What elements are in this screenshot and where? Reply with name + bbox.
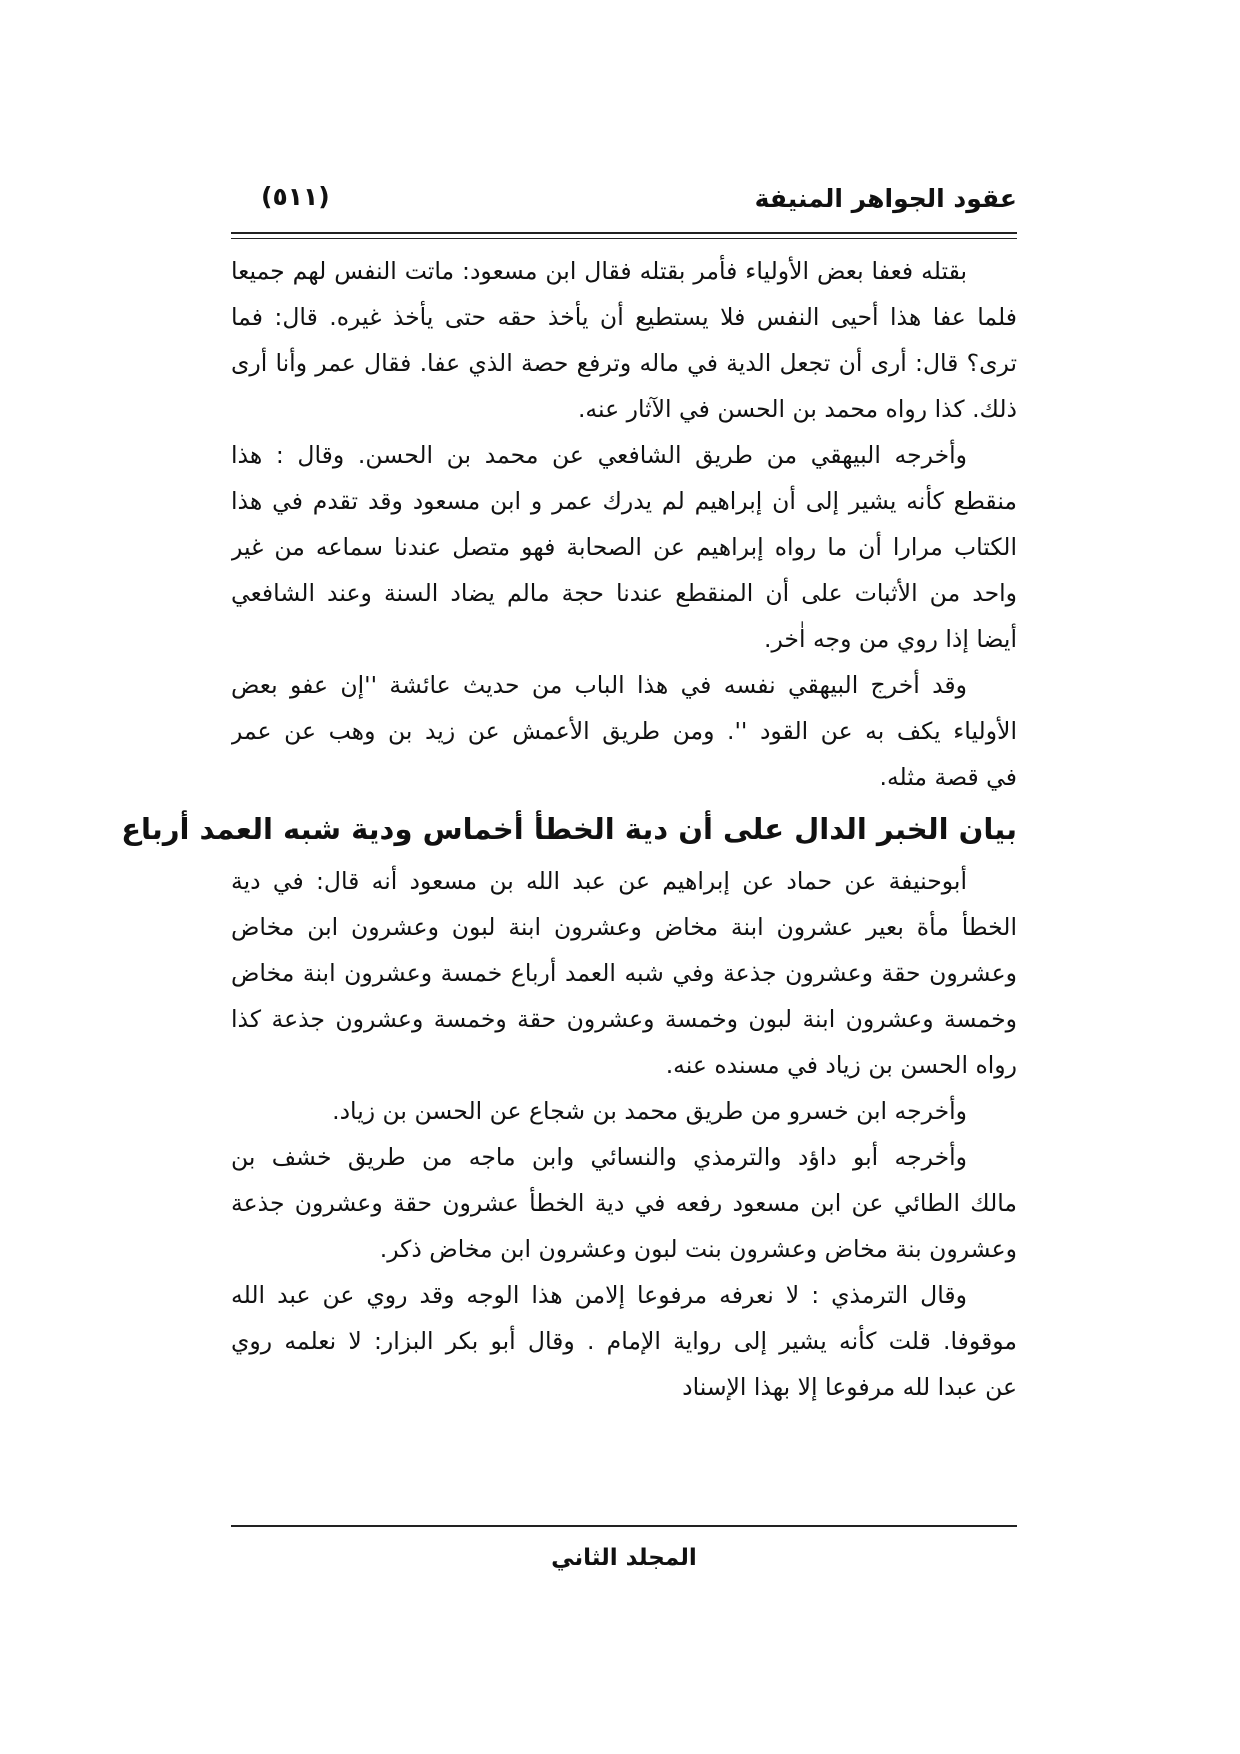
text-line: مالك الطائي عن ابن مسعود رفعه في دية الخطأ عشرون حقة وعشرون جذعة: [231, 1189, 1017, 1217]
text-line: وعشرون حقة وعشرون جذعة وفي شبه العمد أرباع خمسة وعشرون ابنة مخاض: [231, 959, 1017, 987]
text-line: بقتله فعفا بعض الأولياء فأمر بقتله فقال ابن مسعود: ماتت النفس لهم جميعا: [231, 257, 967, 285]
text-line: وأخرجه البيهقي من طريق الشافعي عن محمد بن الحسن. وقال : هذا: [231, 441, 967, 469]
text-line: الخطأ مأة بعير عشرون ابنة مخاض وعشرون ابنة لبون وعشرون ابن مخاض: [231, 913, 1017, 941]
text-line: أبوحنيفة عن حماد عن إبراهيم عن عبد الله بن مسعود أنه قال: في دية: [231, 867, 967, 895]
text-line: واحد من الأثبات على أن المنقطع عندنا حجة مالم يضاد السنة وعند الشافعي: [231, 579, 1017, 607]
text-line: وخمسة وعشرون ابنة لبون وخمسة وعشرون حقة وخمسة وعشرون جذعة كذا: [231, 1005, 1017, 1033]
page-body: [121, 248, 1017, 1410]
text-line: وأخرجه أبو داؤد والترمذي والنسائي وابن ماجه من طريق خشف بن: [231, 1143, 967, 1171]
text-line: رواه الحسن بن زياد في مسنده عنه.: [665, 1051, 1017, 1079]
page-number: (٥١١): [261, 182, 330, 211]
text-line: الأولياء يكف به عن القود ''. ومن طريق الأعمش عن زيد بن وهب عن عمر: [231, 717, 1017, 745]
text-line: وعشرون بنة مخاض وعشرون بنت لبون وعشرون ابن مخاض ذكر.: [379, 1235, 1017, 1263]
text-line: موقوفا. قلت كأنه يشير إلى رواية الإمام . وقال أبو بكر البزار: لا نعلمه روي: [231, 1327, 1017, 1355]
text-line: ترى؟ قال: أرى أن تجعل الدية في ماله وترفع حصة الذي عفا. فقال عمر وأنا أرى: [231, 349, 1017, 377]
section-heading: بيان الخبر الدال على أن دية الخطأ أخماس ودية شبه العمد أرباع: [121, 812, 1017, 846]
text-line: وقال الترمذي : لا نعرفه مرفوعا إلامن هذا الوجه وقد روي عن عبد الله: [231, 1281, 967, 1309]
footer-rule: [231, 1525, 1017, 1527]
text-line: الكتاب مرارا أن ما رواه إبراهيم عن الصحابة فهو متصل عندنا سماعه من غير: [231, 533, 1017, 561]
page-header: [231, 182, 1017, 226]
volume-label: المجلد الثاني: [551, 1545, 697, 1571]
text-line: وأخرجه ابن خسرو من طريق محمد بن شجاع عن الحسن بن زياد.: [332, 1097, 967, 1125]
text-line: ذلك. كذا رواه محمد بن الحسن في الآثار عنه.: [577, 395, 1017, 423]
text-line: أيضا إذا روي من وجه اٰخر.: [763, 625, 1017, 653]
book-title: عقود الجواهر المنيفة: [754, 184, 1017, 213]
header-double-rule: [231, 232, 1017, 239]
text-line: عن عبدا لله مرفوعا إلا بهذا الإسناد: [682, 1373, 1017, 1401]
text-line: في قصة مثله.: [879, 763, 1017, 791]
text-line: منقطع كأنه يشير إلى أن إبراهيم لم يدرك عمر و ابن مسعود وقد تقدم في هذا: [231, 487, 1017, 515]
text-line: وقد أخرج البيهقي نفسه في هذا الباب من حديث عائشة ''إن عفو بعض: [231, 671, 967, 699]
text-line: فلما عفا هذا أحيى النفس فلا يستطيع أن يأخذ حقه حتى يأخذ غيره. قال: فما: [231, 303, 1017, 331]
